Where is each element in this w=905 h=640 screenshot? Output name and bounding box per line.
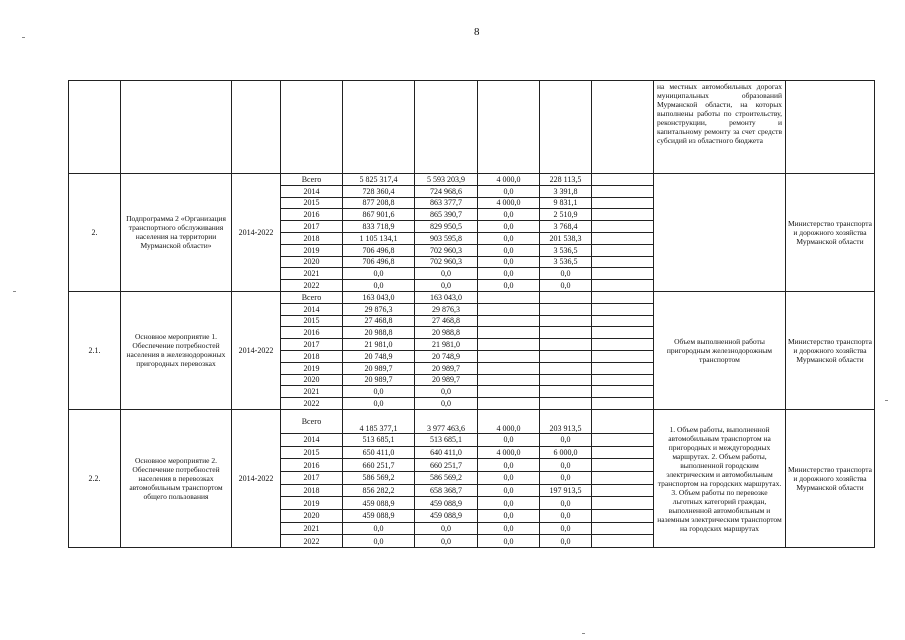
year-cell: 2015 bbox=[281, 315, 343, 327]
year-cell: 2019 bbox=[281, 362, 343, 374]
extra-budget-cell bbox=[592, 268, 654, 280]
federal-budget-cell: 0,0 bbox=[478, 221, 540, 233]
total-cell: 29 876,3 bbox=[343, 303, 415, 315]
year-cell: 2020 bbox=[281, 510, 343, 523]
municipal-budget-cell: 9 831,1 bbox=[540, 197, 592, 209]
regional-budget-cell: 0,0 bbox=[415, 386, 478, 398]
extra-budget-cell bbox=[592, 315, 654, 327]
section-title: Подпрограмма 2 «Организация транспортного обслуживания населения на территории Мурманской области» bbox=[121, 174, 232, 292]
extra-budget-cell bbox=[592, 350, 654, 362]
table-row bbox=[69, 174, 875, 186]
extra-budget-cell bbox=[592, 446, 654, 459]
program-table bbox=[68, 80, 875, 548]
federal-budget-cell bbox=[478, 315, 540, 327]
municipal-budget-cell: 203 913,5 bbox=[540, 409, 592, 433]
extra-budget-cell bbox=[592, 362, 654, 374]
federal-budget-cell: 0,0 bbox=[478, 497, 540, 510]
year-cell: 2018 bbox=[281, 232, 343, 244]
municipal-budget-cell: 0,0 bbox=[540, 497, 592, 510]
total-cell: 21 981,0 bbox=[343, 339, 415, 351]
municipal-budget-cell: 3 768,4 bbox=[540, 221, 592, 233]
extra-budget-cell bbox=[592, 185, 654, 197]
regional-budget-cell: 27 468,8 bbox=[415, 315, 478, 327]
municipal-budget-cell: 0,0 bbox=[540, 268, 592, 280]
extra-budget-cell bbox=[592, 197, 654, 209]
regional-budget-cell: 0,0 bbox=[415, 398, 478, 410]
regional-budget-cell: 863 377,7 bbox=[415, 197, 478, 209]
total-cell: 513 685,1 bbox=[343, 433, 415, 446]
extra-budget-cell bbox=[592, 303, 654, 315]
year-cell: 2014 bbox=[281, 185, 343, 197]
year-cell: 2022 bbox=[281, 280, 343, 292]
federal-budget-cell: 0,0 bbox=[478, 185, 540, 197]
total-cell: 20 988,8 bbox=[343, 327, 415, 339]
extra-budget-cell bbox=[592, 386, 654, 398]
total-cell: 27 468,8 bbox=[343, 315, 415, 327]
year-cell: 2021 bbox=[281, 522, 343, 535]
municipal-budget-cell bbox=[540, 315, 592, 327]
total-cell: 650 411,0 bbox=[343, 446, 415, 459]
year-cell: Всего bbox=[281, 291, 343, 303]
section-title: Основное мероприятие 1. Обеспечение потребностей населения в железнодорожных пригородных перевозках bbox=[121, 291, 232, 409]
total-cell: 0,0 bbox=[343, 268, 415, 280]
regional-budget-cell: 459 088,9 bbox=[415, 497, 478, 510]
federal-budget-cell: 0,0 bbox=[478, 522, 540, 535]
year-cell: 2016 bbox=[281, 459, 343, 472]
federal-budget-cell: 0,0 bbox=[478, 280, 540, 292]
regional-budget-cell: 21 981,0 bbox=[415, 339, 478, 351]
federal-budget-cell bbox=[478, 339, 540, 351]
municipal-budget-cell bbox=[540, 339, 592, 351]
municipal-budget-cell: 0,0 bbox=[540, 522, 592, 535]
total-cell: 459 088,9 bbox=[343, 497, 415, 510]
year-cell: 2014 bbox=[281, 303, 343, 315]
extra-budget-cell bbox=[592, 327, 654, 339]
extra-budget-cell bbox=[592, 433, 654, 446]
municipal-budget-cell: 3 536,5 bbox=[540, 256, 592, 268]
executor-text: Министерство транспорта и дорожного хозяйства Мурманской области bbox=[786, 174, 875, 292]
federal-budget-cell bbox=[478, 386, 540, 398]
total-cell: 0,0 bbox=[343, 522, 415, 535]
table-row bbox=[69, 291, 875, 303]
municipal-budget-cell bbox=[540, 291, 592, 303]
regional-budget-cell: 0,0 bbox=[415, 280, 478, 292]
federal-budget-cell bbox=[478, 374, 540, 386]
year-cell: 2020 bbox=[281, 256, 343, 268]
extra-budget-cell bbox=[592, 232, 654, 244]
year-cell: 2018 bbox=[281, 350, 343, 362]
extra-budget-cell bbox=[592, 522, 654, 535]
continuation-row bbox=[69, 81, 875, 174]
total-cell: 163 043,0 bbox=[343, 291, 415, 303]
section-period: 2014-2022 bbox=[232, 409, 281, 547]
total-cell: 856 282,2 bbox=[343, 484, 415, 497]
municipal-budget-cell: 0,0 bbox=[540, 472, 592, 485]
regional-budget-cell: 163 043,0 bbox=[415, 291, 478, 303]
year-cell: 2020 bbox=[281, 374, 343, 386]
section-number: 2.1. bbox=[69, 291, 121, 409]
municipal-budget-cell: 2 510,9 bbox=[540, 209, 592, 221]
federal-budget-cell bbox=[478, 327, 540, 339]
total-cell: 4 185 377,1 bbox=[343, 409, 415, 433]
total-cell: 660 251,7 bbox=[343, 459, 415, 472]
municipal-budget-cell bbox=[540, 362, 592, 374]
federal-budget-cell: 4 000,0 bbox=[478, 446, 540, 459]
year-cell: 2017 bbox=[281, 472, 343, 485]
table-row bbox=[69, 409, 875, 433]
year-cell: 2015 bbox=[281, 197, 343, 209]
federal-budget-cell: 0,0 bbox=[478, 232, 540, 244]
section-period: 2014-2022 bbox=[232, 174, 281, 292]
section-number: 2. bbox=[69, 174, 121, 292]
extra-budget-cell bbox=[592, 409, 654, 433]
federal-budget-cell bbox=[478, 398, 540, 410]
municipal-budget-cell: 197 913,5 bbox=[540, 484, 592, 497]
year-cell: 2021 bbox=[281, 268, 343, 280]
federal-budget-cell: 0,0 bbox=[478, 244, 540, 256]
continuation-text: на местных автомобильных дорогах муниципальных образований Мурманской области, на которых выполнены работы по строительству, реконструкции, ремонту и капитальному ремонту за счет средств субсидий из областного бюджета bbox=[654, 81, 786, 174]
extra-budget-cell bbox=[592, 472, 654, 485]
regional-budget-cell: 0,0 bbox=[415, 268, 478, 280]
total-cell: 877 208,8 bbox=[343, 197, 415, 209]
year-cell: 2022 bbox=[281, 398, 343, 410]
year-cell: Всего bbox=[281, 174, 343, 186]
extra-budget-cell bbox=[592, 510, 654, 523]
extra-budget-cell bbox=[592, 339, 654, 351]
regional-budget-cell: 702 960,3 bbox=[415, 256, 478, 268]
federal-budget-cell: 0,0 bbox=[478, 459, 540, 472]
extra-budget-cell bbox=[592, 221, 654, 233]
year-cell: Всего bbox=[281, 409, 343, 433]
total-cell: 0,0 bbox=[343, 398, 415, 410]
total-cell: 459 088,9 bbox=[343, 510, 415, 523]
regional-budget-cell: 658 368,7 bbox=[415, 484, 478, 497]
federal-budget-cell: 0,0 bbox=[478, 268, 540, 280]
municipal-budget-cell: 0,0 bbox=[540, 280, 592, 292]
municipal-budget-cell bbox=[540, 303, 592, 315]
federal-budget-cell: 4 000,0 bbox=[478, 174, 540, 186]
page-number: 8 bbox=[474, 26, 480, 38]
regional-budget-cell: 20 989,7 bbox=[415, 362, 478, 374]
regional-budget-cell: 29 876,3 bbox=[415, 303, 478, 315]
municipal-budget-cell bbox=[540, 374, 592, 386]
municipal-budget-cell: 3 391,8 bbox=[540, 185, 592, 197]
regional-budget-cell: 586 569,2 bbox=[415, 472, 478, 485]
municipal-budget-cell bbox=[540, 398, 592, 410]
extra-budget-cell bbox=[592, 484, 654, 497]
year-cell: 2021 bbox=[281, 386, 343, 398]
federal-budget-cell bbox=[478, 303, 540, 315]
year-cell: 2016 bbox=[281, 209, 343, 221]
federal-budget-cell: 0,0 bbox=[478, 256, 540, 268]
municipal-budget-cell bbox=[540, 327, 592, 339]
regional-budget-cell: 20 989,7 bbox=[415, 374, 478, 386]
municipal-budget-cell: 6 000,0 bbox=[540, 446, 592, 459]
regional-budget-cell: 513 685,1 bbox=[415, 433, 478, 446]
federal-budget-cell: 0,0 bbox=[478, 472, 540, 485]
regional-budget-cell: 660 251,7 bbox=[415, 459, 478, 472]
regional-budget-cell: 0,0 bbox=[415, 535, 478, 548]
regional-budget-cell: 865 390,7 bbox=[415, 209, 478, 221]
federal-budget-cell: 0,0 bbox=[478, 209, 540, 221]
total-cell: 20 989,7 bbox=[343, 362, 415, 374]
federal-budget-cell: 0,0 bbox=[478, 510, 540, 523]
total-cell: 706 496,8 bbox=[343, 244, 415, 256]
municipal-budget-cell bbox=[540, 386, 592, 398]
total-cell: 0,0 bbox=[343, 386, 415, 398]
total-cell: 867 901,6 bbox=[343, 209, 415, 221]
regional-budget-cell: 20 748,9 bbox=[415, 350, 478, 362]
indicator-text: Объем выполненной работы пригородным железнодорожным транспортом bbox=[654, 291, 786, 409]
regional-budget-cell: 640 411,0 bbox=[415, 446, 478, 459]
scan-mark bbox=[885, 400, 888, 401]
municipal-budget-cell: 3 536,5 bbox=[540, 244, 592, 256]
federal-budget-cell: 4 000,0 bbox=[478, 197, 540, 209]
regional-budget-cell: 20 988,8 bbox=[415, 327, 478, 339]
section-title: Основное мероприятие 2. Обеспечение потребностей населения в перевозках автомобильным транспортом общего пользования bbox=[121, 409, 232, 547]
regional-budget-cell: 3 977 463,6 bbox=[415, 409, 478, 433]
table-body bbox=[69, 81, 875, 548]
total-cell: 1 105 134,1 bbox=[343, 232, 415, 244]
total-cell: 20 989,7 bbox=[343, 374, 415, 386]
total-cell: 728 360,4 bbox=[343, 185, 415, 197]
scan-mark bbox=[582, 633, 585, 634]
indicator-text: 1. Объем работы, выполненной автомобильным транспортом на пригородных и междугородных маршрутах. 2. Объем работы, выполненной городским электрическим и автомобильным транспортом на городских маршрутах. 3. Объем работы по перевозке льготных категорий граждан, выполненной автомобильным и наземным электрическим транспортом на городских маршрутах bbox=[654, 409, 786, 547]
municipal-budget-cell: 0,0 bbox=[540, 535, 592, 548]
extra-budget-cell bbox=[592, 244, 654, 256]
scan-mark bbox=[22, 37, 25, 38]
federal-budget-cell: 4 000,0 bbox=[478, 409, 540, 433]
federal-budget-cell bbox=[478, 362, 540, 374]
executor-text: Министерство транспорта и дорожного хозяйства Мурманской области bbox=[786, 291, 875, 409]
scan-mark bbox=[13, 291, 16, 292]
federal-budget-cell: 0,0 bbox=[478, 484, 540, 497]
extra-budget-cell bbox=[592, 291, 654, 303]
municipal-budget-cell: 228 113,5 bbox=[540, 174, 592, 186]
extra-budget-cell bbox=[592, 256, 654, 268]
municipal-budget-cell: 0,0 bbox=[540, 510, 592, 523]
total-cell: 20 748,9 bbox=[343, 350, 415, 362]
total-cell: 5 825 317,4 bbox=[343, 174, 415, 186]
regional-budget-cell: 459 088,9 bbox=[415, 510, 478, 523]
regional-budget-cell: 724 968,6 bbox=[415, 185, 478, 197]
municipal-budget-cell bbox=[540, 350, 592, 362]
year-cell: 2014 bbox=[281, 433, 343, 446]
executor-text: Министерство транспорта и дорожного хозяйства Мурманской области bbox=[786, 409, 875, 547]
regional-budget-cell: 5 593 203,9 bbox=[415, 174, 478, 186]
year-cell: 2016 bbox=[281, 327, 343, 339]
extra-budget-cell bbox=[592, 280, 654, 292]
extra-budget-cell bbox=[592, 209, 654, 221]
extra-budget-cell bbox=[592, 459, 654, 472]
total-cell: 0,0 bbox=[343, 280, 415, 292]
section-period: 2014-2022 bbox=[232, 291, 281, 409]
extra-budget-cell bbox=[592, 174, 654, 186]
total-cell: 0,0 bbox=[343, 535, 415, 548]
year-cell: 2017 bbox=[281, 339, 343, 351]
extra-budget-cell bbox=[592, 374, 654, 386]
year-cell: 2022 bbox=[281, 535, 343, 548]
federal-budget-cell: 0,0 bbox=[478, 433, 540, 446]
federal-budget-cell bbox=[478, 291, 540, 303]
regional-budget-cell: 702 960,3 bbox=[415, 244, 478, 256]
year-cell: 2017 bbox=[281, 221, 343, 233]
municipal-budget-cell: 0,0 bbox=[540, 433, 592, 446]
extra-budget-cell bbox=[592, 398, 654, 410]
municipal-budget-cell: 201 538,3 bbox=[540, 232, 592, 244]
extra-budget-cell bbox=[592, 535, 654, 548]
year-cell: 2018 bbox=[281, 484, 343, 497]
year-cell: 2015 bbox=[281, 446, 343, 459]
regional-budget-cell: 903 595,8 bbox=[415, 232, 478, 244]
total-cell: 586 569,2 bbox=[343, 472, 415, 485]
section-number: 2.2. bbox=[69, 409, 121, 547]
regional-budget-cell: 0,0 bbox=[415, 522, 478, 535]
indicator-text bbox=[654, 174, 786, 292]
regional-budget-cell: 829 950,5 bbox=[415, 221, 478, 233]
federal-budget-cell: 0,0 bbox=[478, 535, 540, 548]
total-cell: 706 496,8 bbox=[343, 256, 415, 268]
federal-budget-cell bbox=[478, 350, 540, 362]
total-cell: 833 718,9 bbox=[343, 221, 415, 233]
year-cell: 2019 bbox=[281, 244, 343, 256]
municipal-budget-cell: 0,0 bbox=[540, 459, 592, 472]
extra-budget-cell bbox=[592, 497, 654, 510]
year-cell: 2019 bbox=[281, 497, 343, 510]
